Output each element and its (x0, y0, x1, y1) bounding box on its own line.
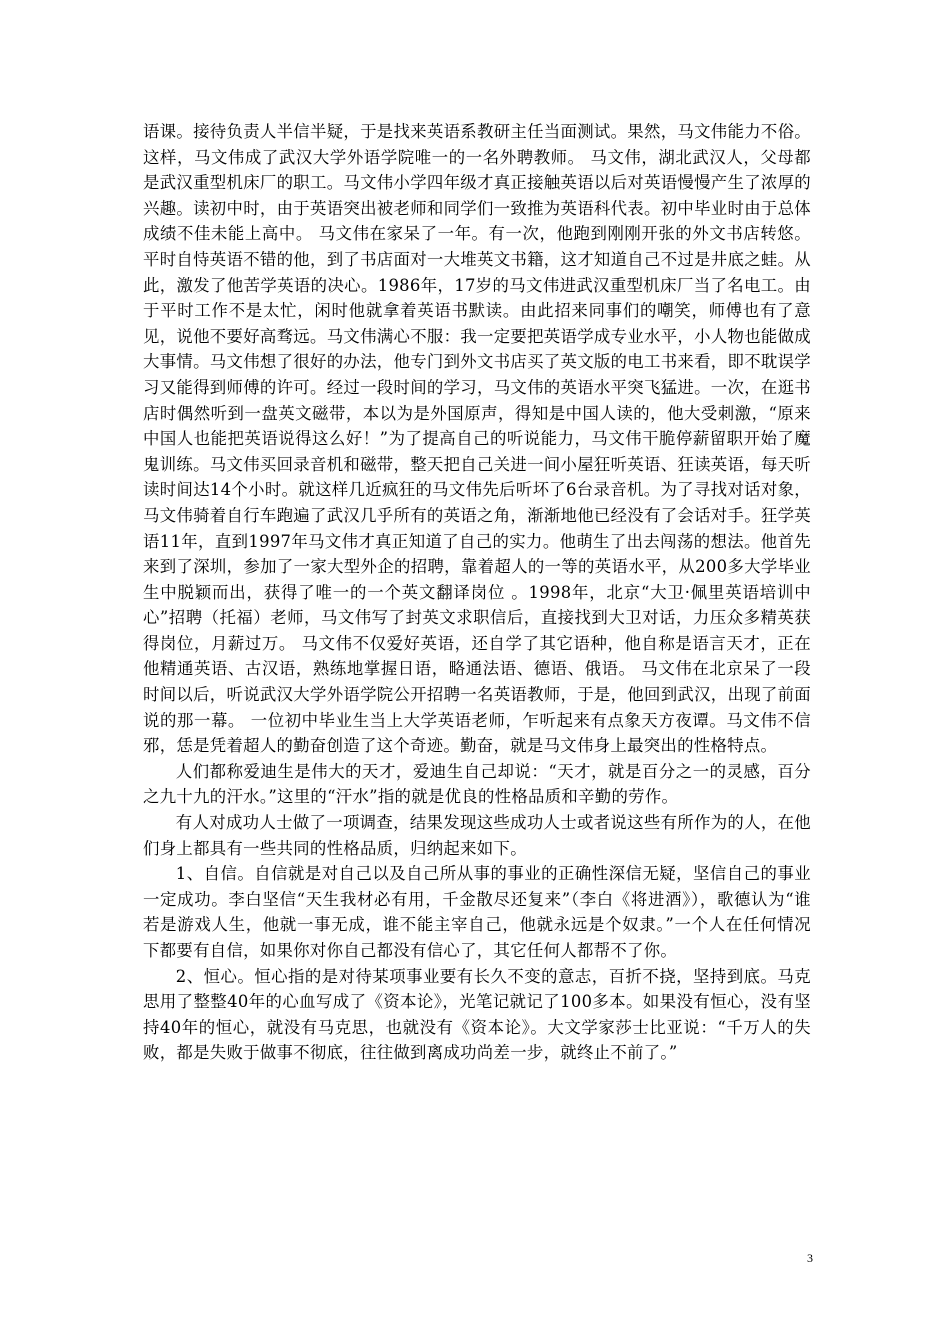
paragraph-perseverance: 2、恒心。恒心指的是对待某项事业要有长久不变的意志，百折不挠，坚持到底。马克思用了整整40年的心血写成了《资本论》，光笔记就记了100多本。如果没有恒心，没有坚持40年的恒心，就没有马克思，也就没有《资本论》。大文学家莎士比亚说：“千万人的失败，都是失败于做事不彻底，往往做到离成功尚差一步，就终止不前了。” (143, 966, 811, 1063)
document-body (143, 119, 811, 1066)
paragraph-edison-quote: 人们都称爱迪生是伟大的天才，爱迪生自己却说：“天才，就是百分之一的灵感，百分之九十九的汗水。”这里的“汗水”指的就是优良的性格品质和辛勤的劳作。 (143, 761, 811, 807)
paragraph-confidence: 1、自信。自信就是对自己以及自己所从事的事业的正确性深信无疑，坚信自己的事业一定成功。李白坚信“天生我材必有用，千金散尽还复来”（李白《将进酒》），歌德认为“谁若是游戏人生，他就一事无成，谁不能主宰自己，他就永远是个奴隶。”一个人在任何情况下都要有自信，如果你对你自己都没有信心了，其它任何人都帮不了你。 (143, 864, 811, 960)
paragraph-survey-intro: 有人对成功人士做了一项调查，结果发现这些成功人士或者说这些有所作为的人，在他们身上都具有一些共同的性格品质，归纳起来如下。 (143, 813, 811, 858)
page-number: 3 (807, 1251, 813, 1265)
paragraph-ma-wenwei-story: 语课。接待负责人半信半疑，于是找来英语系教研主任当面测试。果然，马文伟能力不俗。这样，马文伟成了武汉大学外语学院唯一的一名外聘教师。 马文伟，湖北武汉人，父母都是武汉重型机床厂的职工。马文伟小学四年级才真正接触英语以后对英语慢慢产生了浓厚的兴趣。读初中时，由于英语突出被老师和同学们一致推为英语科代表。初中毕业时由于总体成绩不佳未能上高中。 马文伟在家呆了一年。有一次，他跑到刚刚开张的外文书店转悠。平时自恃英语不错的他，到了书店面对一大堆英文书籍，这才知道自己不过是井底之蛙。从此，激发了他苦学英语的决心。1986年，17岁的马文伟进武汉重型机床厂当了名电工。由于平时工作不是太忙，闲时他就拿着英语书默读。由此招来同事们的嘲笑，师傅也有了意见，说他不要好高骛远。马文伟满心不服：我一定要把英语学成专业水平，小人物也能做成大事情。马文伟想了很好的办法，他专门到外文书店买了英文版的电工书来看，即不耽误学习又能得到师傅的许可。经过一段时间的学习，马文伟的英语水平突飞猛进。一次，在逛书店时偶然听到一盘英文磁带，本以为是外国原声，得知是中国人读的，他大受刺激，“原来中国人也能把英语说得这么好！”为了提高自己的听说能力，马文伟干脆停薪留职开始了魔鬼训练。马文伟买回录音机和磁带，整天把自己关进一间小屋狂听英语、狂读英语，每天听读时间达14个小时。就这样几近疯狂的马文伟先后听坏了6台录音机。为了寻找对话对象，马文伟骑着自行车跑遍了武汉几乎所有的英语之角，渐渐地他已经没有了会话对手。狂学英语11年，直到1997年马文伟才真正知道了自己的实力。他萌生了出去闯荡的想法。他首先来到了深圳，参加了一家大型外企的招聘，靠着超人的一等的英语水平，从200多大学毕业生中脱颖而出，获得了唯一的一个英文翻译岗位 。1998年，北京“大卫·佩里英语培训中心”招聘（托福）老师，马文伟写了封英文求职信后，直接找到大卫对话，力压众多精英获得岗位，月薪过万。 马文伟不仅爱好英语，还自学了其它语种，他自称是语言天才，正在他精通英语、古汉语，熟练地掌握日语，略通法语、德语、俄语。 马文伟在北京呆了一段时间以后，听说武汉大学外语学院公开招聘一名英语教师，于是，他回到武汉，出现了前面说的那一幕。 一位初中毕业生当上大学英语老师，乍听起来有点象天方夜谭。马文伟不信邪，恁是凭着超人的勤奋创造了这个奇迹。勤奋，就是马文伟身上最突出的性格特点。 (143, 122, 811, 756)
